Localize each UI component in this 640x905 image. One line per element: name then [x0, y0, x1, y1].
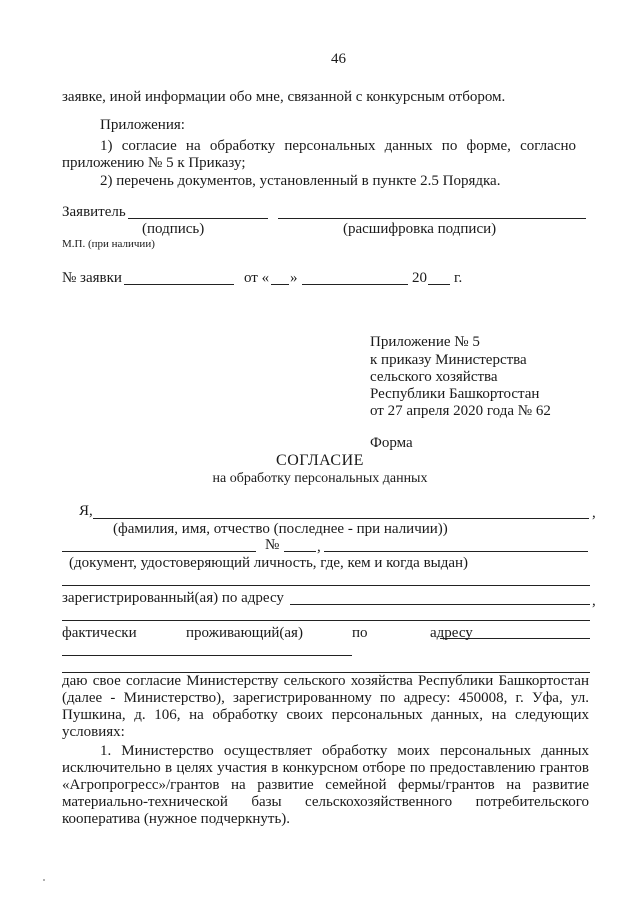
appendix-line-3: сельского хозяйства [370, 369, 498, 385]
actual-address-line-2[interactable] [62, 655, 352, 656]
registered-address-line[interactable] [290, 604, 590, 605]
signature-line[interactable] [128, 218, 268, 219]
consent-line-3: Пушкина, д. 106, на обработку своих персональных данных, на следующих [62, 707, 589, 723]
attachment-1-line-2: приложению № 5 к Приказу; [62, 155, 246, 171]
application-number-label: № заявки [62, 270, 122, 286]
year-line[interactable] [428, 284, 450, 285]
document-comma: , [317, 539, 321, 555]
document-number-line[interactable] [284, 551, 316, 552]
appendix-line-2: к приказу Министерства [370, 352, 527, 368]
appendix-line-5: от 27 апреля 2020 года № 62 [370, 403, 551, 419]
signature-decode-caption: (расшифровка подписи) [343, 221, 497, 237]
actual-address-line[interactable] [440, 638, 590, 639]
page-number: 46 [331, 51, 346, 67]
form-label: Форма [370, 435, 413, 451]
scan-speck [43, 879, 45, 881]
registered-label: зарегистрированный(ая) по адресу [62, 590, 284, 606]
item1-line-5: кооператива (нужное подчеркнуть). [62, 811, 291, 827]
document-issued-line[interactable] [324, 551, 588, 552]
form-subtitle: на обработку персональных данных [212, 471, 428, 486]
consent-line-2: (далее - Министерство), зарегистрированному по адресу: 450008, г. Уфа, ул. [62, 690, 589, 706]
item1-line-4: материально-технической базы сельскохозяйственного потребительского [62, 794, 589, 810]
actual-word-4: адресу [430, 625, 473, 641]
year-suffix: г. [454, 270, 463, 286]
i-label: Я, [79, 503, 93, 519]
document-continuation-line[interactable] [62, 585, 590, 586]
registered-address-line-2[interactable] [62, 620, 590, 621]
consent-line-1: даю свое согласие Министерству сельского хозяйства Республики Башкортостан [62, 673, 589, 689]
fio-caption: (фамилия, имя, отчество (последнее - при наличии)) [113, 521, 448, 537]
day-line[interactable] [271, 284, 289, 285]
month-line[interactable] [302, 284, 408, 285]
document-line[interactable] [62, 551, 256, 552]
attachment-1-line-1: 1) согласие на обработку персональных данных по форме, согласно [100, 138, 576, 154]
consent-line-4: условиях: [62, 724, 125, 740]
actual-word-3: по [352, 625, 368, 641]
item1-line-1: 1. Министерство осуществляет обработку моих персональных данных [100, 743, 589, 759]
continuation-text: заявке, иной информации обо мне, связанной с конкурсным отбором. [62, 89, 506, 105]
fio-comma: , [592, 505, 596, 521]
document-caption: (документ, удостоверяющий личность, где, кем и когда выдан) [69, 555, 469, 571]
form-title: СОГЛАСИЕ [276, 452, 364, 469]
year-prefix: 20 [412, 270, 427, 286]
attachments-heading: Приложения: [100, 117, 185, 133]
fio-line[interactable] [93, 518, 589, 519]
application-number-line[interactable] [124, 284, 234, 285]
actual-word-1: фактически [62, 625, 137, 641]
attachment-2: 2) перечень документов, установленный в пункте 2.5 Порядка. [100, 173, 501, 189]
quote-close: » [290, 270, 298, 286]
item1-line-3: «Агропрогресс»/грантов на развитие семейной фермы/грантов на развитие [62, 777, 589, 793]
actual-word-2: проживающий(ая) [186, 625, 303, 641]
signature-caption: (подпись) [142, 221, 205, 237]
stamp-note: М.П. (при наличии) [62, 238, 155, 250]
item1-line-2: исключительно в целях участия в конкурсном отборе по предоставлению грантов [62, 760, 589, 776]
date-from-label: от « [244, 270, 270, 286]
signature-decode-line[interactable] [278, 218, 586, 219]
registered-comma: , [592, 593, 596, 609]
number-sign: № [265, 537, 280, 553]
appendix-line-1: Приложение № 5 [370, 334, 480, 350]
applicant-label: Заявитель [62, 204, 126, 220]
appendix-line-4: Республики Башкортостан [370, 386, 540, 402]
